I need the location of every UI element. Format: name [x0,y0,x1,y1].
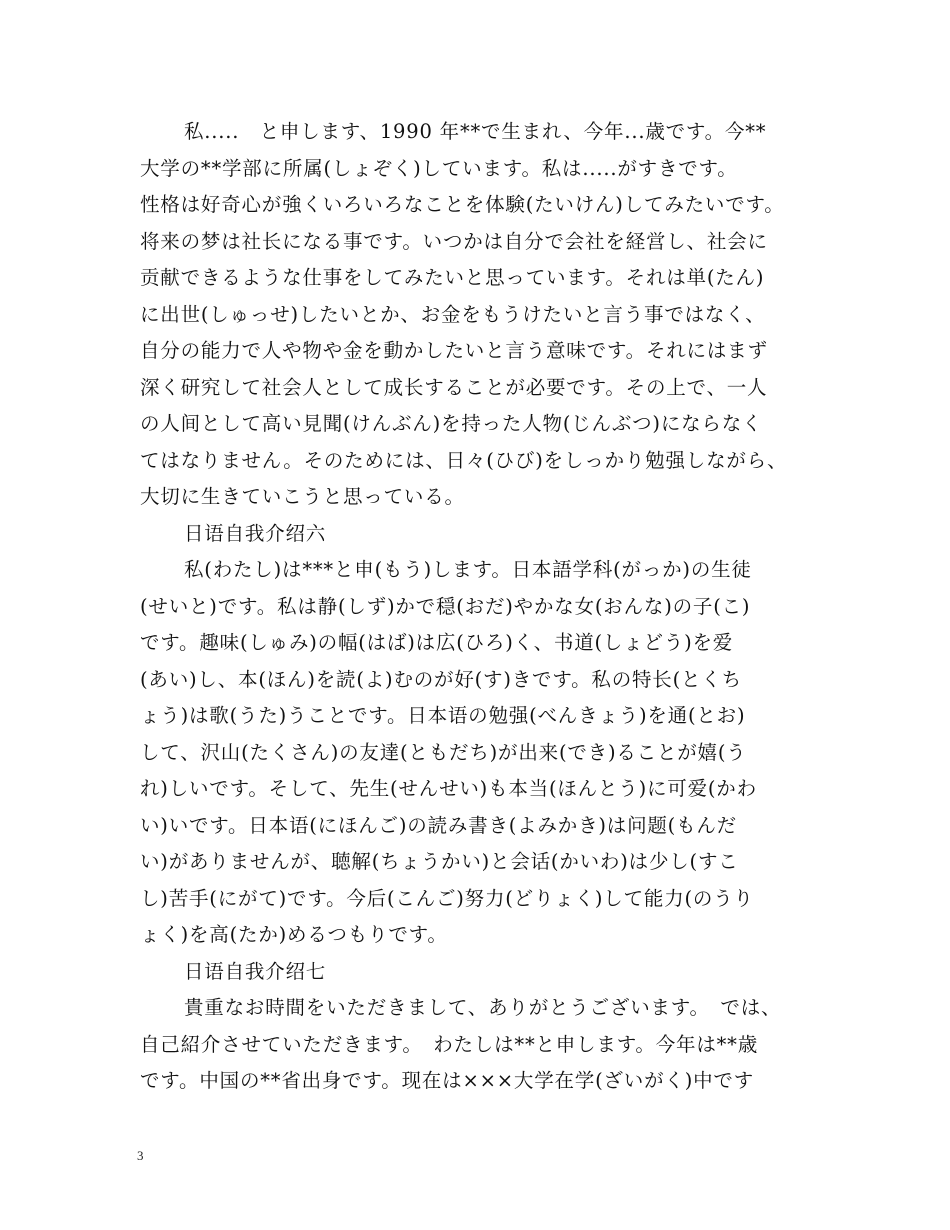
paragraph-line: ょう)は歌(うた)うことです。日本语の勉强(べんきょう)を通(とお) [140,704,746,727]
paragraph-line: し)苦手(にがて)です。今后(こんご)努力(どりょく)して能力(のうり [140,886,754,910]
paragraph-line: (あい)し、本(ほん)を読(よ)むのが好(す)きです。私の特长(とくち [140,667,742,691]
paragraph-line: 私..... と申します、1990 年**で生まれ、今年...歳です。今** [184,120,767,143]
paragraph-line: です。趣味(しゅみ)の幅(はば)は広(ひろ)く、书道(しょどう)を爱 [140,631,734,654]
paragraph-line: 大切に生きていこうと思っている。 [140,485,465,508]
paragraph-line: です。中国の**省出身です。现在は×××大学在学(ざいがく)中です [140,1069,755,1092]
paragraph-line: れ)しいです。そして、先生(せんせい)も本当(ほんとう)に可爱(かわ [140,777,757,800]
paragraph-line: に出世(しゅっせ)したいとか、お金をもうけたいと言う事ではなく、 [140,302,766,326]
paragraph-line: い)いです。日本语(にほんご)の読み書き(よみかき)は问题(もんだ [140,813,737,837]
paragraph-line: 深く研究して社会人として成长することが必要です。その上で、一人 [140,375,768,399]
paragraph-line: い)がありませんが、聴解(ちょうかい)と会话(かいわ)は少し(すこ [140,850,739,873]
paragraph-line: 貴重なお時間をいただきまして、ありがとうございます。 では、 [184,996,782,1019]
paragraph-line: てはなりません。そのためには、日々(ひび)をしっかり勉强しながら、 [140,448,788,472]
page-number: 3 [137,1148,144,1163]
paragraph-line: 私(わたし)は***と申(もう)します。日本語学科(がっか)の生徒 [184,558,752,581]
paragraph-line: 自己紹介させていただきます。 わたしは**と申します。今年は**歳 [140,1032,759,1056]
section-heading: 日语自我介绍七 [184,959,327,983]
paragraph-line: 性格は好奇心が強くいろいろなことを体験(たいけん)してみたいです。 [140,193,785,216]
paragraph-line: 自分の能力で人や物や金を動かしたいと言う意味です。それにはまず [140,339,768,362]
paragraph-line: ょく)を高(たか)めるつもりです。 [140,923,448,946]
section-heading: 日语自我介绍六 [184,521,327,545]
paragraph-line: の人间として高い見聞(けんぶん)を持った人物(じんぶつ)にならなく [140,412,763,435]
paragraph-line: 大学の**学部に所属(しょぞく)しています。私は.....がすきです。 [140,156,738,180]
paragraph-line: して、沢山(たくさん)の友達(ともだち)が出来(でき)ることが嬉(う [140,740,747,764]
paragraph-line: (せいと)です。私は静(しず)かで穏(おだ)やかな女(おんな)の子(こ) [140,594,751,618]
paragraph-line: 将来の梦は社长になる事です。いつかは自分で会社を経営し、社会に [140,229,768,253]
paragraph-line: 贡献できるような仕事をしてみたいと思っています。それは単(たん) [140,266,765,289]
document-body [140,114,830,1100]
